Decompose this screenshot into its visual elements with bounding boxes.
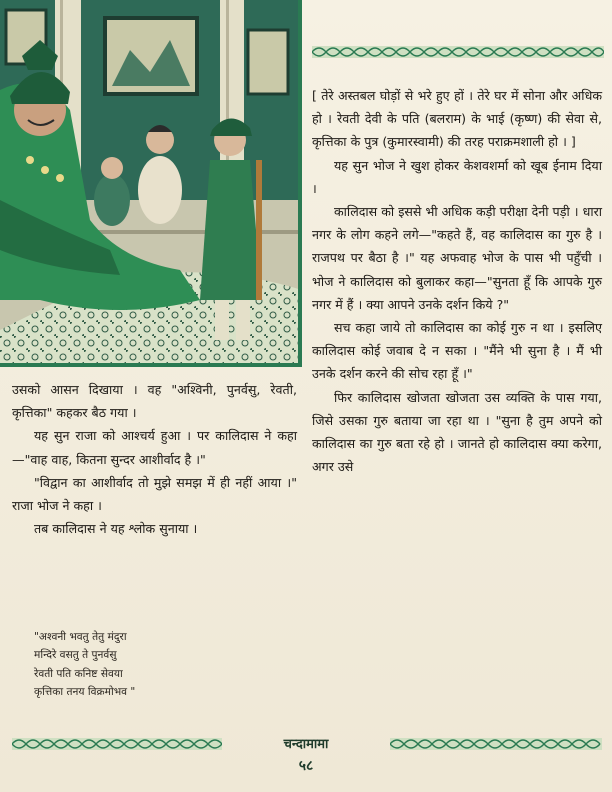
verse-line: कृत्तिका तनय विक्रमोभव " (34, 686, 136, 699)
verse-line: रेवती पति कनिष्ट सेवया (34, 667, 123, 680)
paragraph: यह सुन राजा को आश्चर्य हुआ । पर कालिदास ने कहा—"वाह वाह, कितना सुन्दर आशीर्वाद है ।" (12, 428, 297, 467)
illustration-border-right (298, 0, 302, 367)
verse-line: मन्दिरे वसतु ते पुनर्वसु (34, 649, 117, 662)
paragraph: [ तेरे अस्तबल घोड़ों से भरे हुए हों । तेरे घर में सोना और अधिक हो । रेवती देवी के पति (बलराम) के भाई (कृष्ण) की सेवा से, कृत्तिका के पुत्र (कुमारस्वामी) की तरह पराक्रमशाली हो । ] (312, 88, 602, 150)
court-scene-illustration (0, 0, 302, 367)
illustration-border-bottom (0, 363, 302, 367)
paragraph: कालिदास को इससे भी अधिक कड़ी परीक्षा देनी पड़ी । धारा नगर के लोग कहने लगे—"कहते हैं, वह कालिदास का गुरु है । राजपथ पर बैठा है ।" यह अफवाह भोज के पास भी पहुँची । भोज ने कालिदास को बुलाकर कहा—"सुनता हूँ कि आपके गुरु नगर में हैं । क्या आपने उनके दर्शन किये ?" (312, 204, 602, 312)
paragraph: सच कहा जाये तो कालिदास का कोई गुरु न था । इसलिए कालिदास कोई जवाब दे न सका । "मैंने भी सुना है । मैं भी उनके दर्शन करने की सोच रहा हूँ ।" (312, 320, 602, 382)
magazine-title: चन्दामामा (283, 737, 329, 752)
paragraph: तब कालिदास ने यह श्लोक सुनाया । (34, 521, 198, 537)
paragraph: फिर कालिदास खोजता खोजता उस व्यक्ति के पास गया, जिसे उसका गुरु बताया जा रहा था । "सुना है तुम अपने को कालिदास का गुरु बता रहे हो । जानते हो कालिदास क्या करेगा, अगर उसे (312, 389, 602, 475)
paragraph: "विद्वान का आशीर्वाद तो मुझे समझ में ही नहीं आया ।" राजा भोज ने कहा । (12, 474, 297, 514)
paragraph: उसको आसन दिखाया । वह "अश्विनी, पुनर्वसु, रेवती, कृत्तिका" कहकर बैठ गया । (12, 382, 297, 421)
sanskrit-shloka (34, 628, 284, 702)
text-column-left (12, 378, 297, 540)
ornamental-border-top (312, 44, 604, 60)
text-column-right (312, 84, 602, 478)
paragraph: यह सुन भोज ने खुश होकर केशवशर्मा को खूब ईनाम दिया । (312, 157, 602, 196)
page-number: ५८ (298, 758, 314, 774)
verse-line: "अश्वनी भवतु तेतु मंदुरा (34, 631, 127, 643)
